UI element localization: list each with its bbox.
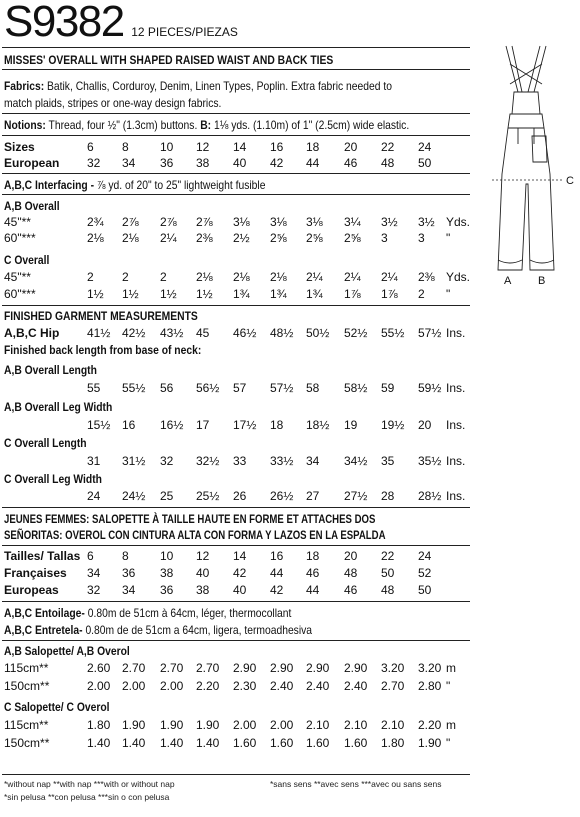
table-cell: 31½ [122, 454, 146, 468]
unit-label: Ins. [446, 326, 466, 340]
footnote-rule [2, 774, 470, 775]
footnote-french: *sans sens **avec sens ***avec ou sans sens [270, 779, 442, 789]
table-cell: 57 [233, 381, 247, 395]
fabrics-label: Fabrics: [4, 79, 45, 93]
row-label: 150cm** [4, 736, 50, 750]
unit-label: " [446, 231, 451, 245]
footnote-english: *without nap **with nap ***with or without nap [4, 779, 175, 789]
table-cell: 3½ [381, 215, 398, 229]
table-cell: 1.60 [306, 736, 330, 750]
table-cell: 27 [306, 489, 320, 503]
table-cell: 2.60 [87, 661, 111, 675]
table-cell: 6 [87, 549, 94, 563]
table-cell: 8 [122, 549, 129, 563]
c-salopette-heading: C Salopette/ C Overol [4, 700, 110, 714]
yardage-rule [2, 305, 470, 306]
table-cell: 14 [233, 140, 247, 154]
entretela-label: A,B,C Entretela- [4, 623, 83, 637]
c-length-row [0, 454, 480, 469]
table-cell: 17½ [233, 418, 257, 432]
unit-label: " [446, 679, 451, 693]
table-cell: 3⅛ [270, 215, 287, 229]
table-cell: 3⅛ [233, 215, 250, 229]
europeas-row [0, 583, 480, 598]
left-strap [506, 46, 522, 92]
sizes-rule [2, 173, 470, 174]
table-cell: 41½ [87, 326, 111, 340]
table-cell: 2⅞ [160, 215, 177, 229]
unit-label: Ins. [446, 489, 466, 503]
table-cell: 26½ [270, 489, 294, 503]
table-cell: 57½ [418, 326, 442, 340]
table-cell: 50 [381, 566, 395, 580]
table-cell: 2 [160, 270, 167, 284]
table-cell: 1½ [122, 287, 139, 301]
unit-label: " [446, 736, 451, 750]
notions-rule [2, 135, 470, 136]
table-cell: 2.40 [270, 679, 294, 693]
french-title: JEUNES FEMMES: SALOPETTE À TAILLE HAUTE EN FORME ET ATTACHES DOS [4, 512, 376, 526]
title-rule [2, 69, 470, 70]
table-cell: 59½ [418, 381, 442, 395]
leg-cuffs [498, 260, 554, 263]
table-cell: 57½ [270, 381, 294, 395]
table-cell: 58 [306, 381, 320, 395]
unit-label: Ins. [446, 381, 466, 395]
table-cell: 15½ [87, 418, 111, 432]
table-cell: 28 [381, 489, 395, 503]
table-cell: 10 [160, 140, 174, 154]
entretela-line [4, 622, 312, 638]
table-cell: 2 [122, 270, 129, 284]
table-cell: 43½ [160, 326, 184, 340]
ab-leg-width-heading: A,B Overall Leg Width [4, 400, 113, 414]
table-cell: 34 [122, 583, 136, 597]
ab-overall-60-row [0, 231, 480, 246]
table-cell: 1¾ [306, 287, 323, 301]
table-cell: 34 [87, 566, 101, 580]
unit-label: Ins. [446, 454, 466, 468]
table-cell: 56 [160, 381, 174, 395]
table-cell: 2 [418, 287, 425, 301]
table-cell: 22 [381, 140, 395, 154]
table-cell: 2.70 [196, 661, 220, 675]
back-length-note: Finished back length from base of neck: [4, 343, 202, 357]
table-cell: 1.60 [233, 736, 257, 750]
table-cell: 24 [87, 489, 101, 503]
table-cell: 26 [233, 489, 247, 503]
table-cell: 1⅞ [344, 287, 361, 301]
interfacing-label: A,B,C Interfacing - [4, 178, 95, 192]
c-salopette-115-row [0, 718, 480, 733]
back-ties [510, 64, 542, 84]
table-cell: 2.00 [87, 679, 111, 693]
table-cell: 2⅜ [418, 270, 435, 284]
unit-label: Yds. [446, 215, 471, 229]
notions-label: Notions: [4, 118, 46, 132]
table-cell: 18 [270, 418, 284, 432]
view-label-a: A [504, 275, 512, 287]
table-cell: 2.10 [306, 718, 330, 732]
sizes-row [0, 140, 480, 155]
table-cell: 38 [196, 156, 210, 170]
table-cell: 18 [306, 549, 320, 563]
table-cell: 1.90 [418, 736, 442, 750]
table-cell: 2¼ [160, 231, 177, 245]
fabrics-line-1 [4, 78, 392, 94]
table-cell: 40 [196, 566, 210, 580]
fabrics-rule [2, 113, 470, 114]
table-cell: 1.90 [196, 718, 220, 732]
header-rule [2, 47, 470, 48]
table-cell: 32 [87, 583, 101, 597]
table-cell: 25 [160, 489, 174, 503]
table-cell: 24 [418, 549, 432, 563]
table-cell: 33 [233, 454, 247, 468]
right-strap [528, 46, 546, 92]
table-cell: 1.90 [160, 718, 184, 732]
table-cell: 1¾ [233, 287, 250, 301]
row-label: Tailles/ Tallas [4, 549, 81, 563]
row-label: 60"*** [4, 287, 36, 301]
interfacing-text: ⅞ yd. of 20" to 25" lightweight fusible [96, 178, 266, 192]
table-cell: 32 [87, 156, 101, 170]
table-cell: 2½ [233, 231, 250, 245]
ab-overall-heading: A,B Overall [4, 199, 60, 213]
table-cell: 2⅛ [233, 270, 250, 284]
piece-count: 12 PIECES/PIEZAS [131, 25, 238, 39]
unit-label: m [446, 661, 456, 675]
row-label: 115cm** [4, 718, 49, 732]
fabrics-text-1: Batik, Challis, Corduroy, Denim, Linen Types, Poplin. Extra fabric needed to [47, 79, 392, 93]
table-cell: 32 [160, 454, 174, 468]
table-cell: 58½ [344, 381, 368, 395]
table-cell: 31 [87, 454, 101, 468]
spanish-title: SEÑORITAS: OVEROL CON CINTURA ALTA CON FORMA Y LAZOS EN LA ESPALDA [4, 528, 386, 542]
table-cell: 24 [418, 140, 432, 154]
bib [512, 92, 540, 114]
table-cell: 2.20 [418, 718, 442, 732]
table-cell: 14 [233, 549, 247, 563]
table-cell: 55½ [381, 326, 405, 340]
table-cell: 2⅛ [196, 270, 213, 284]
table-cell: 48 [344, 566, 358, 580]
table-cell: 46 [306, 566, 320, 580]
european-sizes-row [0, 156, 480, 171]
table-cell: 2⅛ [87, 231, 104, 245]
table-cell: 2.20 [196, 679, 220, 693]
table-cell: 50½ [306, 326, 330, 340]
table-cell: 33½ [270, 454, 294, 468]
c-overall-heading: C Overall [4, 253, 50, 267]
ab-leg-width-row [0, 418, 480, 433]
interfacing-line [4, 177, 265, 193]
c-overall-45-row [0, 270, 480, 285]
table-cell: 48 [381, 583, 395, 597]
entoilage-text: 0.80m de 51cm à 64cm, léger, thermocollant [87, 606, 292, 620]
table-cell: 1¾ [270, 287, 287, 301]
finished-measurements-heading: FINISHED GARMENT MEASUREMENTS [4, 309, 198, 323]
table-cell: 2⅞ [122, 215, 139, 229]
table-cell: 8 [122, 140, 129, 154]
entretela-rule [2, 640, 470, 641]
table-cell: 2.90 [344, 661, 368, 675]
table-cell: 2.40 [344, 679, 368, 693]
table-cell: 12 [196, 549, 210, 563]
table-cell: 10 [160, 549, 174, 563]
row-label: European [4, 156, 60, 170]
table-cell: 2.70 [381, 679, 405, 693]
table-cell: 18 [306, 140, 320, 154]
table-cell: 40 [233, 156, 247, 170]
table-cell: 59 [381, 381, 395, 395]
table-cell: 2.90 [306, 661, 330, 675]
entoilage-line [4, 605, 291, 621]
row-label: A,B,C Hip [4, 326, 60, 340]
table-cell: 3⅛ [306, 215, 323, 229]
table-cell: 48½ [270, 326, 294, 340]
table-cell: 1.60 [270, 736, 294, 750]
table-cell: 2⅝ [344, 231, 361, 245]
table-cell: 38 [196, 583, 210, 597]
table-cell: 2.00 [160, 679, 184, 693]
table-cell: 44 [306, 583, 320, 597]
table-cell: 1.40 [160, 736, 184, 750]
row-label: 45"** [4, 270, 31, 284]
table-cell: 1.40 [122, 736, 146, 750]
table-cell: 44 [306, 156, 320, 170]
tailles-row [0, 549, 480, 564]
unit-label: " [446, 287, 451, 301]
table-cell: 46½ [233, 326, 257, 340]
unit-label: Ins. [446, 418, 466, 432]
table-cell: 38 [160, 566, 174, 580]
c-leg-width-row [0, 489, 480, 504]
table-cell: 42 [270, 583, 284, 597]
overall-outline [498, 46, 554, 270]
pattern-header [4, 0, 238, 44]
table-cell: 19 [344, 418, 358, 432]
table-cell: 27½ [344, 489, 368, 503]
fabrics-text-2: match plaids, stripes or one-way design fabrics. [4, 96, 222, 110]
waistband [508, 114, 544, 128]
ab-length-heading: A,B Overall Length [4, 363, 97, 377]
table-cell: 2⅜ [196, 231, 213, 245]
table-cell: 1½ [87, 287, 104, 301]
table-cell: 46 [344, 583, 358, 597]
table-cell: 20 [344, 549, 358, 563]
translated-title-rule [2, 545, 470, 546]
overall-technical-drawing [488, 44, 580, 290]
row-label: Sizes [4, 140, 35, 154]
table-cell: 34½ [344, 454, 368, 468]
table-cell: 19½ [381, 418, 405, 432]
table-cell: 18½ [306, 418, 330, 432]
table-cell: 2.90 [270, 661, 294, 675]
unit-label: m [446, 718, 456, 732]
table-cell: 1.40 [87, 736, 111, 750]
entoilage-label: A,B,C Entoilage- [4, 606, 85, 620]
row-label: 150cm** [4, 679, 50, 693]
table-cell: 34 [306, 454, 320, 468]
table-cell: 2.00 [122, 679, 146, 693]
table-cell: 2¾ [87, 215, 104, 229]
table-cell: 1.80 [87, 718, 111, 732]
unit-label: Yds. [446, 270, 471, 284]
notions-b-label: B: [200, 118, 212, 132]
table-cell: 48 [381, 156, 395, 170]
c-salopette-150-row [0, 736, 480, 751]
table-cell: 36 [160, 156, 174, 170]
table-cell: 16½ [160, 418, 184, 432]
table-cell: 2⅛ [270, 270, 287, 284]
notions-text-2: 1⅛ yds. (1.10m) of 1" (2.5cm) wide elastic. [213, 118, 410, 132]
table-cell: 25½ [196, 489, 220, 503]
table-cell: 2⅛ [122, 231, 139, 245]
table-cell: 2⅝ [270, 231, 287, 245]
ab-salopette-115-row [0, 661, 480, 676]
table-cell: 1.90 [122, 718, 146, 732]
table-cell: 2.80 [418, 679, 442, 693]
table-cell: 3 [381, 231, 388, 245]
table-cell: 2¼ [306, 270, 323, 284]
table-cell: 2.10 [381, 718, 405, 732]
row-label: 45"** [4, 215, 31, 229]
table-cell: 1.40 [196, 736, 220, 750]
table-cell: 2¼ [344, 270, 361, 284]
table-cell: 28½ [418, 489, 442, 503]
table-cell: 2.30 [233, 679, 257, 693]
c-leg-width-heading: C Overall Leg Width [4, 472, 102, 486]
row-label: Europeas [4, 583, 59, 597]
table-cell: 2.00 [233, 718, 257, 732]
table-cell: 34 [122, 156, 136, 170]
legs [498, 128, 554, 270]
table-cell: 56½ [196, 381, 220, 395]
table-cell: 3 [418, 231, 425, 245]
c-overall-60-row [0, 287, 480, 302]
table-cell: 20 [418, 418, 432, 432]
table-cell: 24½ [122, 489, 146, 503]
table-cell: 50 [418, 156, 432, 170]
table-cell: 36 [122, 566, 136, 580]
row-label: 60"*** [4, 231, 36, 245]
pattern-number: S9382 [4, 0, 124, 46]
notions-text-1: Thread, four ½" (1.3cm) buttons. [48, 118, 198, 132]
view-label-c: C [566, 175, 574, 187]
table-cell: 52 [418, 566, 432, 580]
table-cell: 36 [160, 583, 174, 597]
footnote-spanish: *sin pelusa **con pelusa ***sin o con pelusa [4, 792, 170, 802]
english-end-rule [2, 507, 470, 508]
hip-row [0, 326, 480, 341]
table-cell: 45 [196, 326, 210, 340]
table-cell: 17 [196, 418, 210, 432]
table-cell: 42 [270, 156, 284, 170]
francaises-row [0, 566, 480, 581]
row-label: 115cm** [4, 661, 49, 675]
table-cell: 2⅞ [196, 215, 213, 229]
table-cell: 2.40 [306, 679, 330, 693]
notions-line [4, 117, 409, 133]
table-cell: 55½ [122, 381, 146, 395]
c-length-heading: C Overall Length [4, 436, 87, 450]
entretela-text: 0.80m de de 51cm a 64cm, ligera, termoadhesiva [85, 623, 313, 637]
table-cell: 44 [270, 566, 284, 580]
table-cell: 46 [344, 156, 358, 170]
table-cell: 3.20 [418, 661, 442, 675]
table-cell: 35 [381, 454, 395, 468]
ab-salopette-150-row [0, 679, 480, 694]
ab-overall-45-row [0, 215, 480, 230]
table-cell: 2.70 [160, 661, 184, 675]
table-cell: 2.70 [122, 661, 146, 675]
table-cell: 6 [87, 140, 94, 154]
table-cell: 42½ [122, 326, 146, 340]
table-cell: 2.90 [233, 661, 257, 675]
table-cell: 12 [196, 140, 210, 154]
table-cell: 16 [122, 418, 136, 432]
table-cell: 16 [270, 140, 284, 154]
table-cell: 16 [270, 549, 284, 563]
ab-length-row [0, 381, 480, 396]
table-cell: 20 [344, 140, 358, 154]
table-cell: 42 [233, 566, 247, 580]
table-cell: 35½ [418, 454, 442, 468]
table-cell: 3.20 [381, 661, 405, 675]
table-cell: 2 [87, 270, 94, 284]
view-label-b: B [538, 275, 546, 287]
table-cell: 1.60 [344, 736, 368, 750]
interfacing-rule [2, 194, 470, 195]
table-cell: 52½ [344, 326, 368, 340]
table-cell: 2¼ [381, 270, 398, 284]
table-cell: 1⅞ [381, 287, 398, 301]
table-cell: 50 [418, 583, 432, 597]
row-label: Françaises [4, 566, 67, 580]
table-cell: 55 [87, 381, 101, 395]
table-cell: 3¼ [344, 215, 361, 229]
translated-sizes-rule [2, 601, 470, 602]
ab-salopette-heading: A,B Salopette/ A,B Overol [4, 644, 130, 658]
table-cell: 1½ [160, 287, 177, 301]
table-cell: 2.10 [344, 718, 368, 732]
table-cell: 22 [381, 549, 395, 563]
table-cell: 1½ [196, 287, 213, 301]
table-cell: 1.80 [381, 736, 405, 750]
table-cell: 32½ [196, 454, 220, 468]
garment-title: MISSES' OVERALL WITH SHAPED RAISED WAIST AND BACK TIES [4, 53, 334, 67]
table-cell: 2.00 [270, 718, 294, 732]
table-cell: 2⅝ [306, 231, 323, 245]
table-cell: 3½ [418, 215, 435, 229]
table-cell: 40 [233, 583, 247, 597]
